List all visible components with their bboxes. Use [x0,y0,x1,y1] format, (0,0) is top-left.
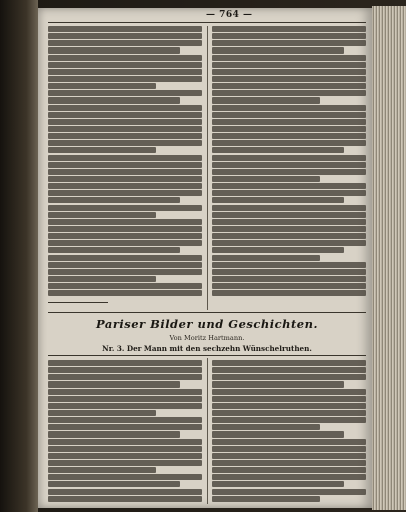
text-line [212,255,320,261]
text-line [48,446,202,452]
text-line [212,453,366,459]
text-line [48,55,202,61]
text-line [48,374,202,380]
text-line [48,197,180,203]
text-line [212,403,366,409]
text-line [212,283,366,289]
text-line [48,205,202,211]
text-line [48,453,202,459]
text-line [212,33,366,39]
text-line [48,233,202,239]
text-line [212,69,366,75]
text-line [48,147,156,153]
text-line [48,496,202,502]
text-line [212,76,366,82]
text-line [48,290,202,296]
text-line [212,119,366,125]
text-line [212,126,366,132]
text-line [212,417,366,423]
section-author: Von Moritz Hartmann. [169,334,245,342]
text-line [212,169,366,175]
text-line [48,247,180,253]
page-edges [372,6,406,510]
text-line [212,176,320,182]
text-line [212,212,366,218]
lower-column-divider [207,358,208,504]
text-line [48,69,202,75]
text-line [212,389,366,395]
text-line [48,219,202,225]
text-line [212,162,366,168]
text-line [48,33,202,39]
text-line [212,62,366,68]
text-line [212,140,366,146]
text-line [48,389,202,395]
text-line [48,119,202,125]
text-line [48,360,202,366]
text-line [48,439,202,445]
text-line [48,190,202,196]
text-line [212,360,366,366]
text-line [212,396,366,402]
text-line [48,90,202,96]
text-line [212,147,344,153]
text-line [212,262,366,268]
text-line [212,247,344,253]
column-divider [207,26,208,310]
text-line [212,481,344,487]
text-line [48,176,202,182]
text-line [48,276,156,282]
section-title: Pariser Bilder und Geschichten. [96,317,318,331]
text-line [212,381,344,387]
text-line [212,467,366,473]
text-line [48,481,180,487]
section-subtitle: Nr. 3. Der Mann mit den sechzehn Wünschelruthen. [102,344,312,353]
text-line [48,140,202,146]
text-line [48,460,202,466]
text-line [212,269,366,275]
text-line [48,381,180,387]
footnote-rule [48,302,108,303]
text-line [212,205,366,211]
text-line [48,26,202,32]
text-line [212,460,366,466]
book-spine [0,0,38,512]
text-line [212,439,366,445]
section-rule [48,312,366,313]
text-line [48,76,202,82]
text-line [48,83,156,89]
text-line [48,40,202,46]
text-line [212,155,366,161]
text-line [48,97,180,103]
text-line [48,112,202,118]
text-line [212,226,366,232]
text-line [48,169,202,175]
text-line [212,446,366,452]
text-line [48,403,202,409]
text-line [48,105,202,111]
text-line [48,162,202,168]
text-line [48,431,180,437]
text-line [212,112,366,118]
text-line [212,367,366,373]
text-line [212,276,366,282]
text-line [212,90,366,96]
text-line [212,431,344,437]
text-line [48,240,202,246]
text-line [48,183,202,189]
text-line [212,240,366,246]
text-line [212,197,344,203]
text-line [212,190,366,196]
text-line [212,496,320,502]
text-line [212,219,366,225]
text-line [48,47,180,53]
text-line [48,474,202,480]
right-column-text [212,26,366,297]
text-line [48,424,202,430]
lower-rule [48,355,366,356]
text-line [212,105,366,111]
text-line [212,47,344,53]
text-line [212,55,366,61]
text-line [48,226,202,232]
text-line [48,133,202,139]
left-column-text [48,26,202,297]
text-line [212,489,366,495]
text-line [48,269,202,275]
text-line [48,396,202,402]
text-line [212,97,320,103]
lower-right-column-text [212,360,366,503]
text-line [212,424,320,430]
text-line [48,410,156,416]
text-line [48,62,202,68]
text-line [48,367,202,373]
text-line [48,467,156,473]
text-line [212,290,366,296]
text-line [212,183,366,189]
text-line [212,374,366,380]
text-line [48,489,202,495]
lower-left-column-text [48,360,202,503]
text-line [48,255,202,261]
text-line [212,40,366,46]
header-rule [48,22,366,23]
text-line [48,417,202,423]
text-line [48,126,202,132]
text-line [212,474,366,480]
text-line [212,410,366,416]
text-line [212,133,366,139]
text-line [48,262,202,268]
text-line [212,233,366,239]
page-number: — 764 — [206,10,253,20]
text-line [48,155,202,161]
text-line [48,283,202,289]
text-line [212,83,366,89]
text-line [48,212,156,218]
text-line [212,26,366,32]
